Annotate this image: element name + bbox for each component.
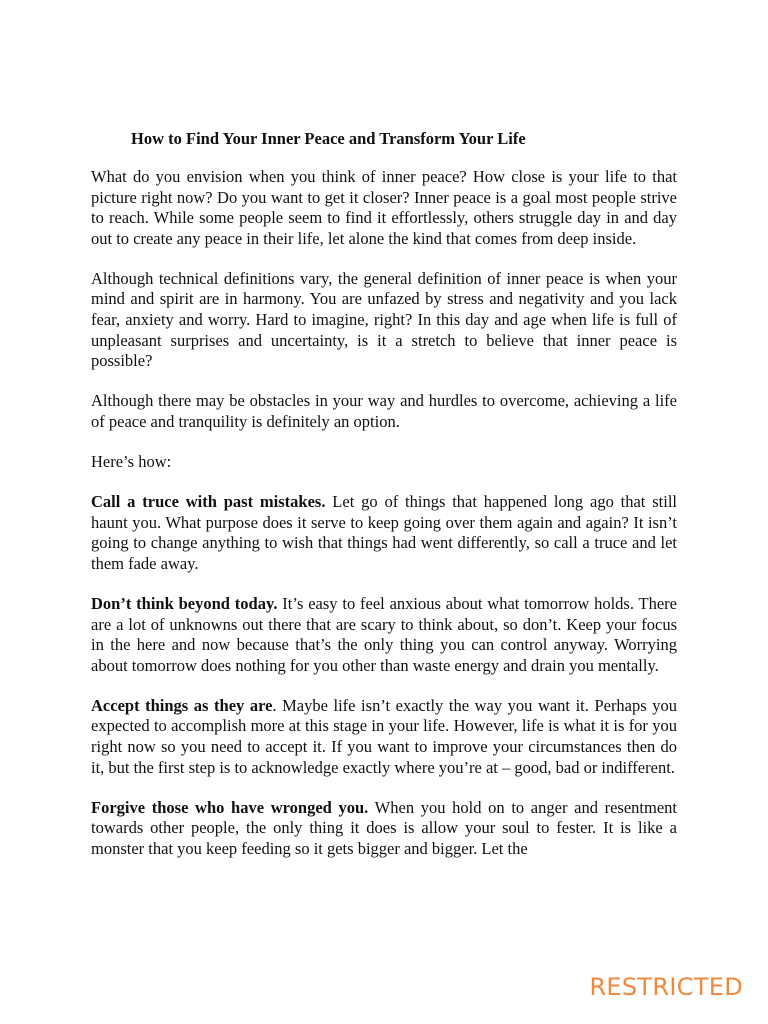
paragraph bbox=[91, 167, 677, 249]
restricted-watermark: RESTRICTED bbox=[589, 973, 743, 1001]
paragraph bbox=[91, 696, 677, 778]
paragraph-text: It’s easy to feel anxious about what tomorrow holds. There are a lot of unknowns out there that are scary to think about, so don’t. Keep your focus in the here and now because that’s the only thing you can control anyway. Worrying about tomorrow does nothing for you other than waste energy and drain you mentally. bbox=[91, 594, 677, 675]
paragraph bbox=[91, 594, 677, 676]
paragraph-lead: Accept things as they are bbox=[91, 695, 273, 715]
paragraph bbox=[91, 452, 677, 473]
paragraph-text: Let go of things that happened long ago that still haunt you. What purpose does it serve to keep going over them again and again? It isn’t going to change anything to wish that things had went differently, so call a truce and let them fade away. bbox=[91, 492, 677, 573]
paragraph bbox=[91, 492, 677, 574]
paragraph bbox=[91, 391, 677, 432]
paragraph-text: Here’s how: bbox=[91, 452, 172, 472]
paragraph-text: What do you envision when you think of inner peace? How close is your life to that picture right now? Do you want to get it closer? Inner peace is a goal most people strive to reach. While some people seem to find it effortlessly, others struggle day in and day out to create any peace in their life, let alone the kind that comes from deep inside. bbox=[91, 167, 677, 248]
paragraph-text: Although there may be obstacles in your way and hurdles to overcome, achieving a life of peace and tranquility is definitely an option. bbox=[91, 391, 677, 431]
document-body bbox=[91, 167, 677, 879]
paragraph bbox=[91, 269, 677, 372]
paragraph bbox=[91, 798, 677, 860]
paragraph-text: When you hold on to anger and resentment towards other people, the only thing it does is allow your soul to fester. It is like a monster that you keep feeding so it gets bigger and bigger. Let the bbox=[91, 797, 677, 858]
document-title: How to Find Your Inner Peace and Transform Your Life bbox=[131, 129, 526, 148]
paragraph-text: Although technical definitions vary, the general definition of inner peace is when your mind and spirit are in harmony. You are unfazed by stress and negativity and you lack fear, anxiety and worry. Hard to imagine, right? In this day and age when life is full of unpleasant surprises and uncertainty, is it a stretch to believe that inner peace is possible? bbox=[91, 268, 677, 371]
paragraph-text: . Maybe life isn’t exactly the way you want it. Perhaps you expected to accomplish more at this stage in your life. However, life is what it is for you right now so you need to accept it. If you want to improve your circumstances then do it, but the first step is to acknowledge exactly where you’re at – good, bad or indifferent. bbox=[91, 695, 677, 777]
paragraph-lead: Call a truce with past mistakes. bbox=[91, 492, 326, 512]
paragraph-lead: Forgive those who have wronged you. bbox=[91, 797, 369, 817]
paragraph-lead: Don’t think beyond today. bbox=[91, 594, 278, 613]
